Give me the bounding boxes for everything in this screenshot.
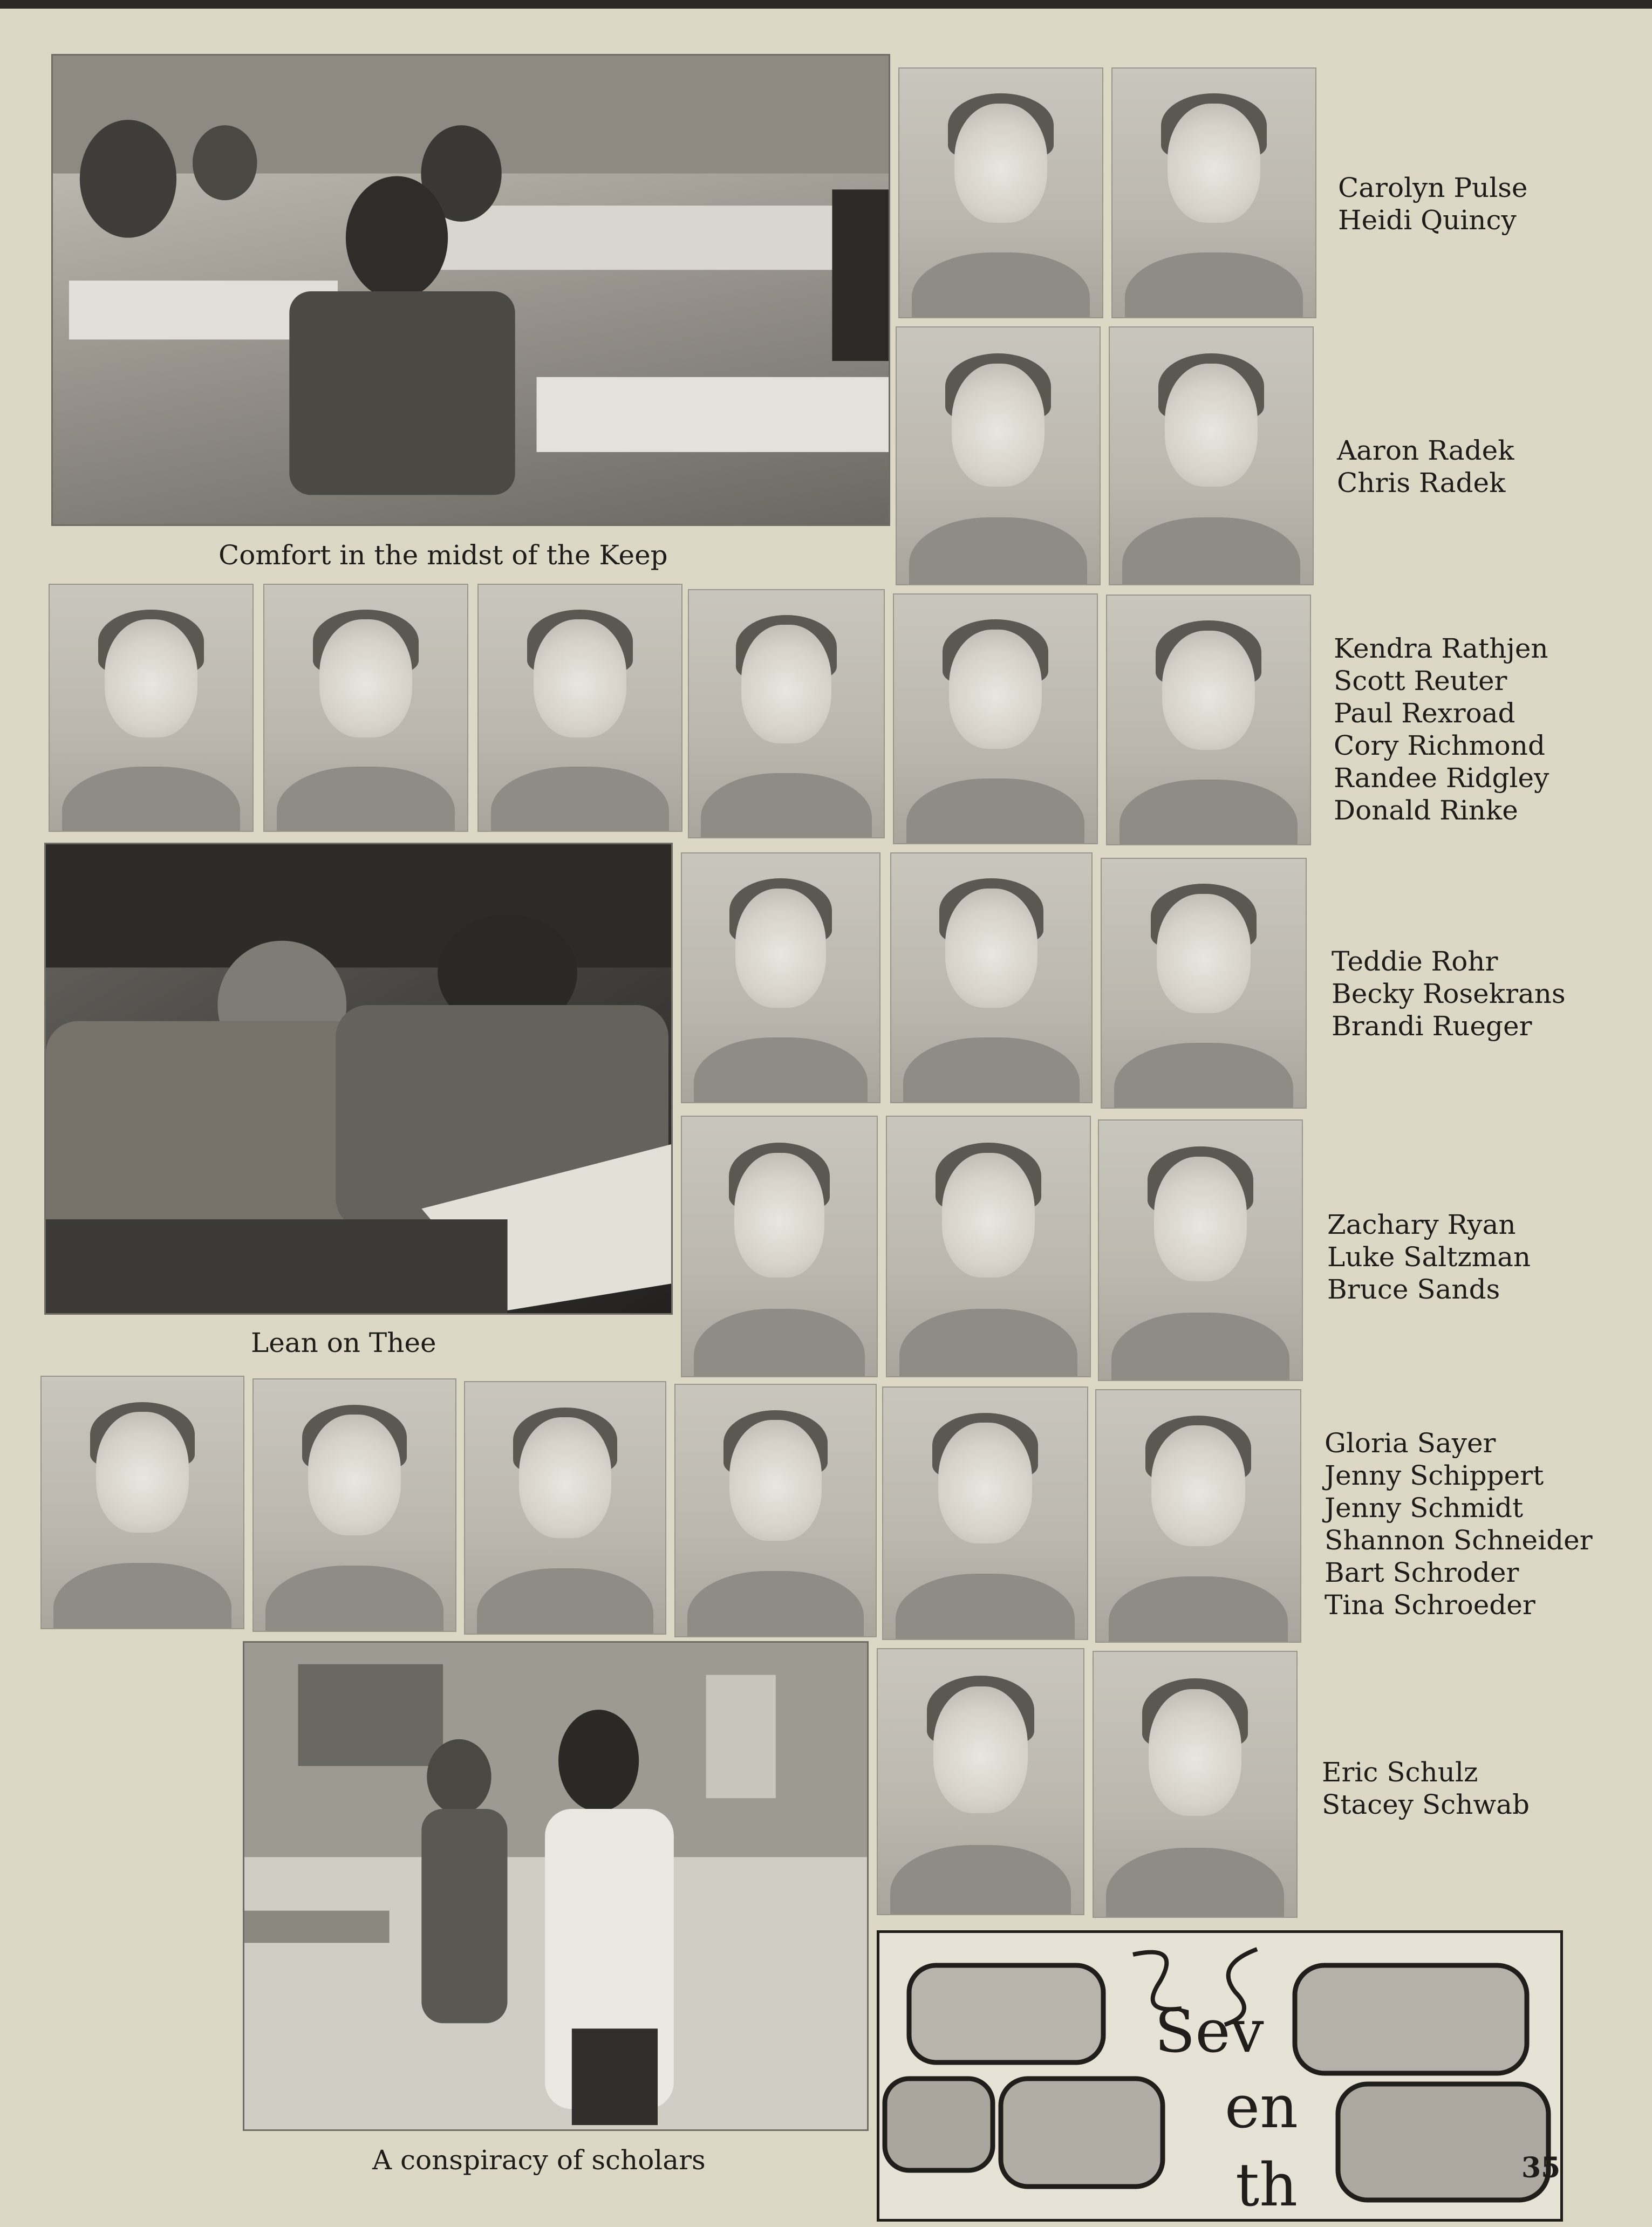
page-number: 35 bbox=[1521, 2151, 1561, 2184]
name-list bbox=[1325, 1427, 1593, 1621]
artwork-letters-sev: Sev bbox=[1155, 1997, 1264, 2066]
student-portrait bbox=[877, 1648, 1084, 1915]
student-name: Zachary Ryan bbox=[1327, 1209, 1516, 1240]
scholars-scene-icon bbox=[244, 1643, 867, 2129]
student-portrait bbox=[681, 852, 880, 1103]
artwork-letters-en: en bbox=[1225, 2072, 1298, 2141]
student-portrait bbox=[882, 1386, 1088, 1640]
student-portrait bbox=[263, 584, 468, 832]
seventh-grade-artwork bbox=[877, 1930, 1563, 2222]
student-portrait bbox=[1095, 1389, 1301, 1643]
student-portrait bbox=[898, 67, 1103, 318]
name-list bbox=[1327, 1208, 1531, 1306]
name-list bbox=[1334, 632, 1549, 826]
student-portrait bbox=[40, 1376, 244, 1629]
artwork-letters-th: th bbox=[1235, 2150, 1298, 2219]
student-name: Brandi Rueger bbox=[1332, 1010, 1532, 1042]
student-name: Bruce Sands bbox=[1327, 1274, 1500, 1305]
student-portrait bbox=[893, 593, 1098, 844]
stone-wall-drawing bbox=[879, 1933, 1560, 2219]
student-name: Bart Schroder bbox=[1325, 1557, 1519, 1588]
student-portrait bbox=[477, 584, 682, 832]
page-top-edge bbox=[0, 0, 1652, 9]
photo-caption: Lean on Thee bbox=[251, 1327, 436, 1358]
student-name: Jenny Schippert bbox=[1325, 1460, 1544, 1491]
student-name: Shannon Schneider bbox=[1325, 1525, 1593, 1556]
candid-photo-scholars bbox=[243, 1641, 869, 2131]
student-name: Teddie Rohr bbox=[1332, 946, 1498, 977]
student-name: Gloria Sayer bbox=[1325, 1427, 1496, 1459]
name-list bbox=[1337, 434, 1514, 499]
name-list bbox=[1322, 1756, 1530, 1821]
student-portrait bbox=[252, 1378, 456, 1632]
name-list bbox=[1338, 172, 1528, 236]
photo-caption: Comfort in the midst of the Keep bbox=[219, 539, 668, 571]
student-portrait bbox=[464, 1381, 666, 1635]
student-portrait bbox=[1109, 326, 1314, 585]
student-name: Carolyn Pulse bbox=[1338, 172, 1528, 203]
student-name: Jenny Schmidt bbox=[1325, 1492, 1524, 1524]
student-portrait bbox=[1093, 1651, 1298, 1918]
candid-photo-classroom bbox=[51, 54, 890, 526]
student-name: Paul Rexroad bbox=[1334, 698, 1516, 729]
classroom-scene-icon bbox=[53, 56, 889, 524]
candid-photo-reading bbox=[44, 843, 673, 1315]
student-portrait bbox=[1111, 67, 1316, 318]
student-portrait bbox=[890, 852, 1093, 1103]
student-name: Eric Schulz bbox=[1322, 1757, 1478, 1788]
student-portrait bbox=[1098, 1119, 1303, 1381]
student-name: Stacey Schwab bbox=[1322, 1789, 1530, 1820]
student-portrait bbox=[1101, 858, 1307, 1109]
student-name: Luke Saltzman bbox=[1327, 1241, 1531, 1273]
student-name: Aaron Radek bbox=[1337, 435, 1514, 466]
student-portrait bbox=[896, 326, 1101, 585]
student-portrait bbox=[886, 1116, 1091, 1377]
student-name: Chris Radek bbox=[1337, 467, 1506, 498]
reading-scene-icon bbox=[46, 844, 671, 1313]
student-portrait bbox=[674, 1384, 877, 1637]
student-name: Scott Reuter bbox=[1334, 665, 1507, 696]
student-portrait bbox=[688, 589, 885, 838]
student-name: Heidi Quincy bbox=[1338, 204, 1517, 236]
student-name: Becky Rosekrans bbox=[1332, 978, 1566, 1009]
student-portrait bbox=[681, 1116, 878, 1377]
photo-caption: A conspiracy of scholars bbox=[372, 2144, 706, 2176]
name-list bbox=[1332, 945, 1566, 1042]
student-name: Donald Rinke bbox=[1334, 795, 1518, 826]
student-portrait bbox=[1106, 595, 1311, 845]
student-name: Tina Schroeder bbox=[1325, 1589, 1535, 1621]
student-name: Cory Richmond bbox=[1334, 730, 1545, 761]
student-portrait bbox=[49, 584, 254, 832]
student-name: Randee Ridgley bbox=[1334, 762, 1549, 794]
student-name: Kendra Rathjen bbox=[1334, 633, 1548, 664]
